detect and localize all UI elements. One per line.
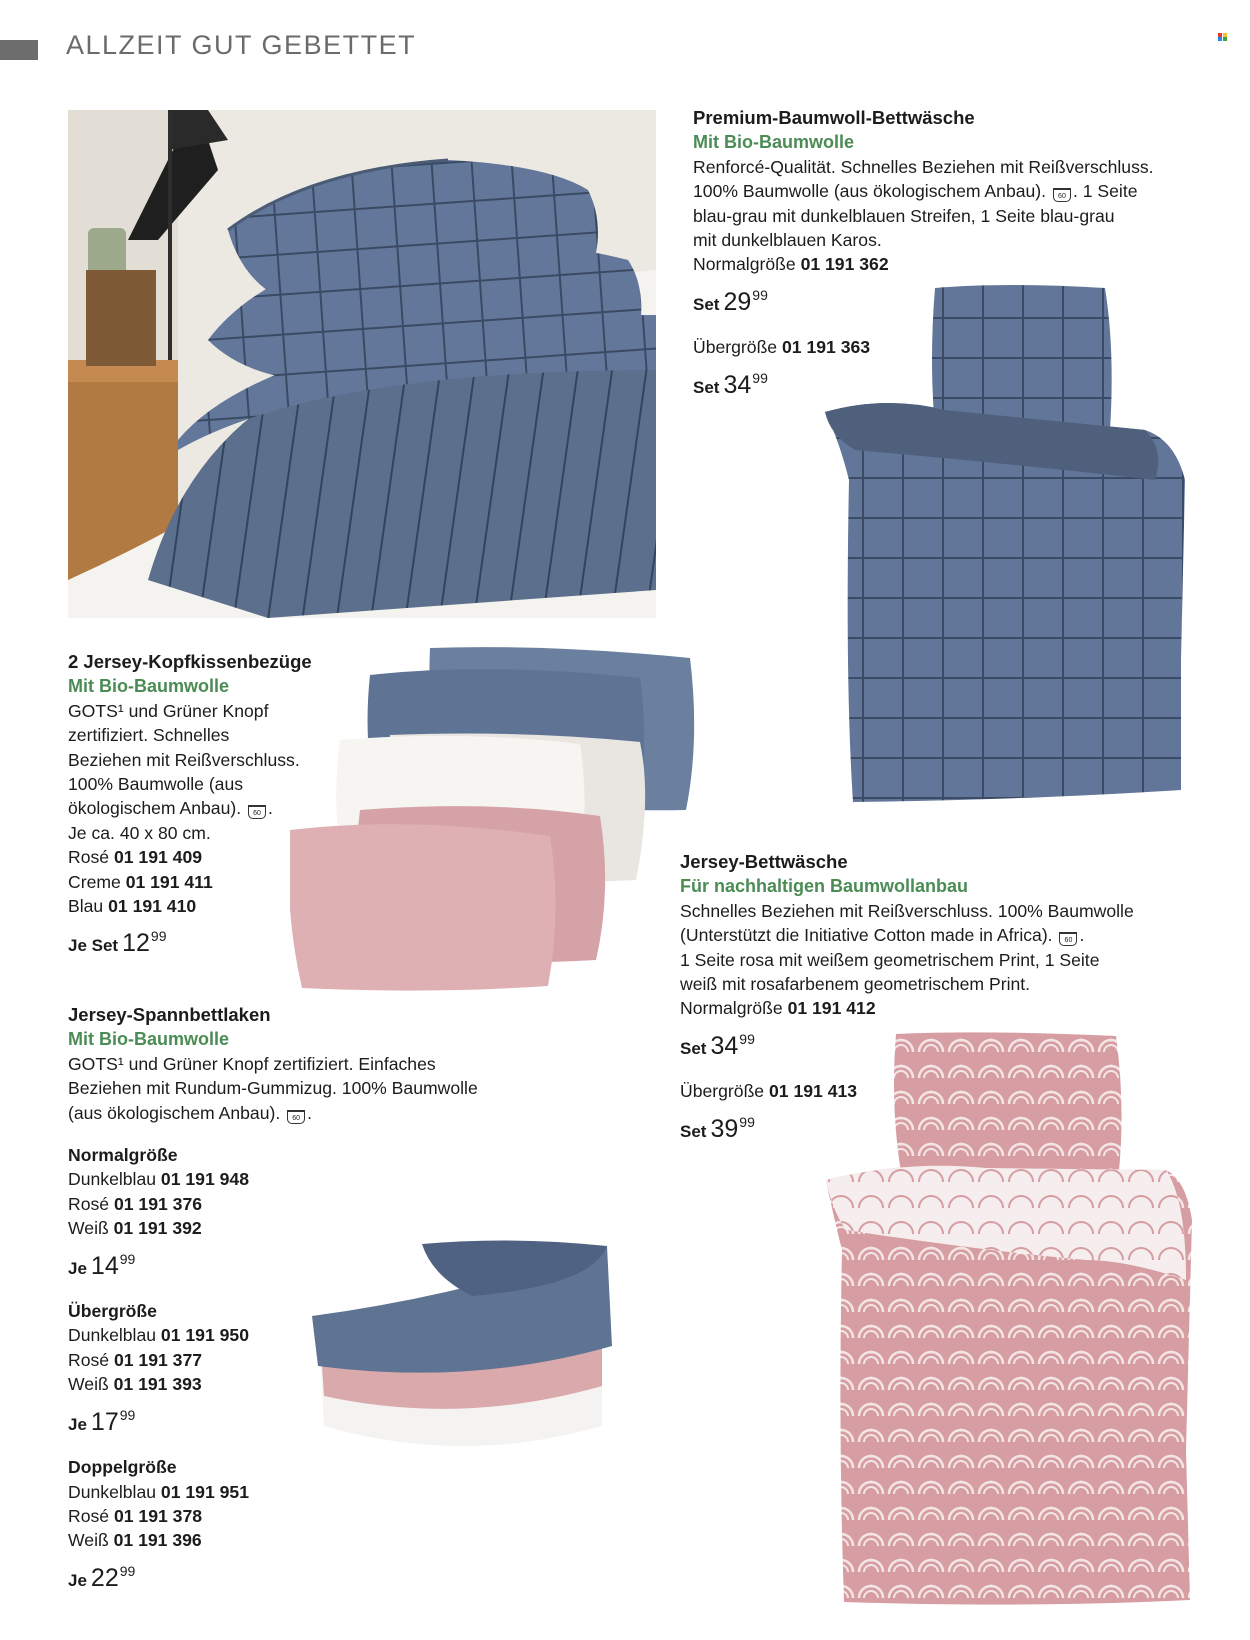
description-line: Je ca. 40 x 80 cm.: [68, 822, 211, 843]
price-tag: Je $22^{99}$: [68, 1562, 136, 1592]
product-title: Jersey-Spannbettlaken: [68, 1004, 271, 1025]
size-label: Doppelgröße: [68, 1457, 177, 1478]
size-group-over: [68, 1299, 538, 1437]
variant-line: Rosé 01 191 377: [68, 1349, 203, 1370]
description-line: GOTS¹ und Grüner Knopf: [68, 700, 269, 721]
jersey-product-block: [680, 850, 1220, 1144]
size-code-line: Übergröße 01 191 363: [693, 337, 871, 358]
premium-product-block: [693, 106, 1213, 400]
description-line: weiß mit rosafarbenem geometrischem Print.: [680, 974, 1031, 995]
header-bar: [0, 40, 38, 60]
description-line: Schnelles Beziehen mit Reißverschluss. 100% Baumwolle: [680, 900, 1134, 921]
price-tag: Set $34^{99}$: [693, 369, 768, 399]
pillow-product-block: [68, 650, 348, 959]
variant-line: Dunkelblau 01 191 948: [68, 1169, 249, 1190]
variant-line: Rosé 01 191 376: [68, 1193, 203, 1214]
bedroom-photo: [68, 110, 656, 618]
product-title: Premium-Baumwoll-Bettwäsche: [693, 107, 975, 128]
description-line: 100% Baumwolle (aus: [68, 774, 244, 795]
wash-60-icon: 60: [248, 805, 266, 819]
description-line: 1 Seite rosa mit weißem geometrischem Print, 1 Seite: [680, 949, 1100, 970]
variant-line: Rosé 01 191 378: [68, 1505, 203, 1526]
size-group-normal: [68, 1143, 538, 1281]
wash-60-icon: 60: [287, 1110, 305, 1124]
variant-line: Dunkelblau 01 191 950: [68, 1325, 249, 1346]
variant-line: Dunkelblau 01 191 951: [68, 1481, 249, 1502]
variant-line: Weiß 01 191 396: [68, 1530, 202, 1551]
sheet-product-block: [68, 1003, 538, 1593]
size-label: Normalgröße: [68, 1145, 178, 1166]
variant-line: Creme 01 191 411: [68, 871, 213, 892]
wash-60-icon: 60: [1059, 932, 1077, 946]
description-line: GOTS¹ und Grüner Knopf zertifiziert. Einfaches: [68, 1053, 436, 1074]
brand-logo-icon: [1218, 33, 1228, 41]
description-line: mit dunkelblauen Karos.: [693, 230, 882, 251]
price-tag: Je $17^{99}$: [68, 1406, 136, 1436]
description-line: ökologischem Anbau). 60 .: [68, 798, 273, 819]
variant-line: Weiß 01 191 392: [68, 1218, 202, 1239]
description-line: Beziehen mit Reißverschluss.: [68, 749, 300, 770]
wash-60-icon: 60: [1053, 188, 1071, 202]
price-tag: Set $29^{99}$: [693, 286, 768, 316]
variant-line: Blau 01 191 410: [68, 896, 197, 917]
description-line: (Unterstützt die Initiative Cotton made in Africa). 60 .: [680, 925, 1085, 946]
description-line: 100% Baumwolle (aus ökologischem Anbau). 60 . 1 Seite: [693, 181, 1138, 202]
price-tag: Je $14^{99}$: [68, 1250, 136, 1280]
product-subtitle: Mit Bio-Baumwolle: [693, 132, 854, 153]
variant-line: Rosé 01 191 409: [68, 847, 203, 868]
description-line: blau-grau mit dunkelblauen Streifen, 1 Seite blau-grau: [693, 205, 1115, 226]
page-title: ALLZEIT GUT GEBETTET: [66, 30, 417, 60]
description-line: Renforcé-Qualität. Schnelles Beziehen mit Reißverschluss.: [693, 156, 1154, 177]
size-code-line: Übergröße 01 191 413: [680, 1081, 858, 1102]
price-tag: Set $39^{99}$: [680, 1113, 755, 1143]
product-subtitle: Für nachhaltigen Baumwollanbau: [680, 876, 969, 897]
product-subtitle: Mit Bio-Baumwolle: [68, 1029, 229, 1050]
product-subtitle: Mit Bio-Baumwolle: [68, 676, 229, 697]
size-group-double: [68, 1455, 538, 1593]
price-tag: Je Set $12^{99}$: [68, 928, 167, 958]
size-label: Übergröße: [68, 1301, 157, 1322]
size-code-line: Normalgröße 01 191 412: [680, 998, 876, 1019]
description-line: Beziehen mit Rundum-Gummizug. 100% Baumwolle: [68, 1078, 478, 1099]
size-code-line: Normalgröße 01 191 362: [693, 254, 889, 275]
product-title: 2 Jersey-Kopfkissenbezüge: [68, 651, 312, 672]
description-line: (aus ökologischem Anbau). 60 .: [68, 1102, 313, 1123]
product-title: Jersey-Bettwäsche: [680, 851, 848, 872]
variant-line: Weiß 01 191 393: [68, 1374, 202, 1395]
description-line: zertifiziert. Schnelles: [68, 725, 230, 746]
price-tag: Set $34^{99}$: [680, 1030, 755, 1060]
jersey-pillows-photo: [290, 640, 700, 1000]
